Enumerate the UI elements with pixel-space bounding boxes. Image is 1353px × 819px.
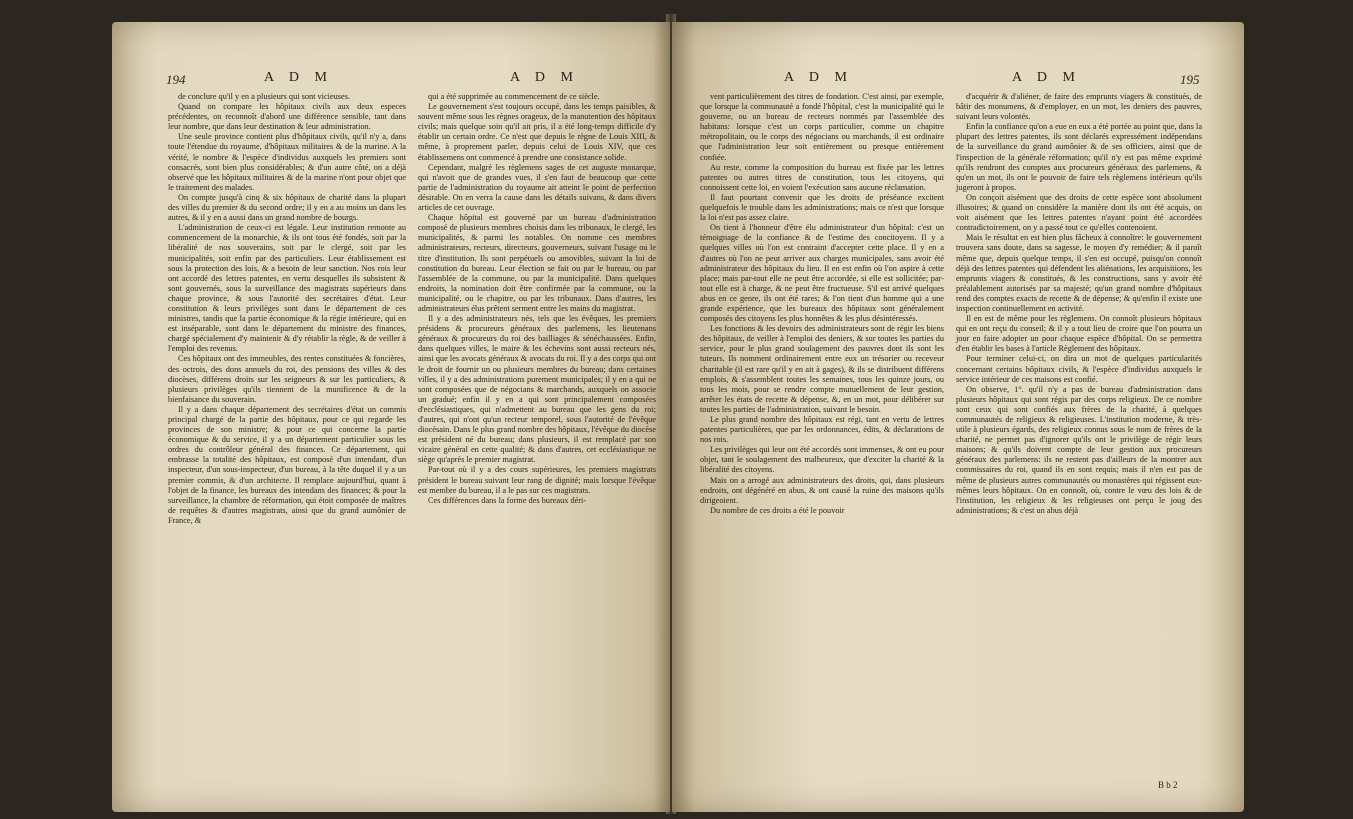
paragraph: Chaque hôpital est gouverné par un bureau d'administration composé de plusieurs membres choisis dans les tribunaux, le clergé, les municipalités, & parmi les notables. On nomme ces membres administrateurs, recteurs, directeurs, gouverneurs, suivant l'usage ou le titre d'institution. Ils sont perpétuels ou amovibles, suivant la loi de constitution du bureau. Leur élection se fait ou par le bureau, ou par l'assemblée de la commune, ou par la municipalité. Dans quelques endroits, la nomination doit être confirmée par la commune, ou la municipalité, ou le chapitre, ou par les tribunaux. Dans d'autres, les administrateurs élus prêtent serment entre les mains du magistrat.	[418, 213, 656, 313]
paragraph: Par-tout où il y a des cours supérieures, les premiers magistrats président le bureau suivant leur rang de dignité; mais lorsque l'évêque est membre du bureau, il a le pas sur ces magistrats.	[418, 465, 656, 495]
right-running-head-a: A D M	[784, 70, 853, 85]
right-page	[672, 22, 1244, 812]
paragraph: de conclure qu'il y en a plusieurs qui sont vicieuses.	[178, 92, 351, 101]
left-running-head-b: A D M	[510, 70, 579, 85]
right-column-1	[700, 92, 944, 516]
paragraph: Enfin la confiance qu'on a eue en eux a été portée au point que, dans la plupart des lettres patentes, ils sont déclarés expressément indépendans de la surveillance du grand aumônier & de ses officiers, ainsi que de l'inspection de la générale réformation; qu'il n'y est pas même exprimé qu'ils rendront des comptes aux procureurs généraux des parlemens, & qu'en un mot, ils ont le pouvoir de faire tels règlemens intérieurs qu'ils jugeront à propos.	[956, 122, 1202, 192]
paragraph: Les privilèges qui leur ont été accordés sont immenses, & ont eu pour objet, tant le soulagement des malheureux, que d'exciter la charité & la libéralité des citoyens.	[700, 445, 944, 475]
paragraph: Une seule province contient plus d'hôpitaux civils, qu'il n'y a, dans toute l'étendue du royaume, d'hôpitaux militaires & de la marine. A la vérité, le nombre & l'espèce d'individus auxquels les premiers sont consacrés, sont bien plus considérables; & d'un autre côté, on a déjà observé que les hôpitaux militaires & de la marine n'ont pour objet que le traitement des malades.	[168, 132, 406, 192]
left-column-1	[168, 92, 406, 526]
paragraph: Le gouvernement s'est toujours occupé, dans les temps paisibles, & souvent même sous les règnes orageux, de la manutention des hôpitaux civils; mais quelque soin qu'il ait pris, il a été long-temps difficile d'y établir un certain ordre. Ce n'est que depuis le règne de Louis XIII, & même, à proprement parler, depuis celui de Louis XIV, que ces établissemens ont commencé à prendre une consistance solide.	[418, 102, 656, 162]
signature-mark: B b 2	[1158, 780, 1178, 790]
paragraph: Du nombre de ces droits a été le pouvoir	[710, 505, 845, 515]
paragraph: Ces hôpitaux ont des immeubles, des rentes constituées & foncières, des octrois, des dons annuels du roi, des pensions des villes & des diocèses, différens droits sur les seigneurs & sur les particuliers, & plusieurs privilèges qu'ils tiennent de la munificence & de la bienfaisance du souverain.	[168, 354, 406, 404]
paragraph: Le plus grand nombre des hôpitaux est régi, tant en vertu de lettres patentes particulières, que par les ordonnances, édits, & déclarations de nos rois.	[700, 415, 944, 445]
left-column-2	[418, 92, 656, 506]
paragraph: Quand on compare les hôpitaux civils aux deux especes précédentes, on reconnoît d'abord une différence sensible, tant dans leur nombre, que dans leur destination & leur administration.	[168, 102, 406, 132]
left-page	[112, 22, 670, 812]
paragraph: qui a été supprimée au commencement de ce siècle.	[428, 92, 600, 101]
right-running-head-b: A D M	[1012, 70, 1081, 85]
paragraph: Il faut pourtant convenir que les droits de préséance excitent quelquefois le trouble dans les administrations; mais ce n'est que lorsque la loi n'est pas assez claire.	[700, 192, 944, 223]
right-page-number: 195	[1180, 72, 1200, 87]
paragraph: Il en est de même pour les règlemens. On connoît plusieurs hôpitaux qui en ont reçu du conseil; & il y a tout lieu de croire que l'on pourra un jour en faire adopter un pour chaque espèce d'hôpital. On se permettra d'en établir les bases à l'article Règlement des hôpitaux.	[956, 314, 1202, 354]
paragraph: Il y a des administrateurs nés, tels que les évêques, les premiers présidens & procureurs généraux des parlemens, les lieutenans généraux & procureurs du roi des bailliages & sénéchaussées. Enfin, dans quelques villes, le maire & les échevins sont aussi recteurs nés, ainsi que les avocats généraux & avocats du roi. Il y a des corps qui ont le droit de fournir un ou plusieurs membres du bureau; dans certaines villes, il y a des administrations purement municipales; il y en a qui ne sont composées que de négocians & marchands, auxquels on associe un gradué; enfin il y en a qui sont principalement composées d'ecclésiastiques, qui n'admettent au bureau que les gens du roi; d'autres, qui n'ont qu'un recteur temporel, sous l'autorité de l'évêque diocésain. Dans le plus grand nombre des hôpitaux, l'évêque du diocèse est président né du bureau; dans plusieurs, il est remplacé par son vicaire général en cette qualité; & dans d'autres, cet ecclésiastique ne siège qu'après le premier magistrat.	[418, 314, 656, 465]
paragraph: Il y a dans chaque département des secrétaires d'état un commis principal chargé de la partie des hôpitaux, pour ce qui regarde les provinces de son ministre; & pour ce qui concerne la partie économique & du service, il y a un département particulier sous les ordres du contrôleur général des finances. Ce département, qui embrasse la totalité des hôpitaux, est composé d'un intendant, d'un inspecteur, d'un sous-inspecteur, d'un bureau, à la tête duquel il y a un premier commis, & d'un architecte. Il remplace aujourd'hui, quant à l'objet de la finance, les bureaux des intendans des finances; & pour la surveillance, la chambre de réformation, qui étoit composée de maîtres de requêtes & d'autres magistrats, ainsi que du grand aumônier de France, &	[168, 404, 406, 525]
paragraph: Les fonctions & les devoirs des administrateurs sont de régir les biens des hôpitaux, de veiller à l'emploi des deniers, & sur toutes les parties du service, pour le plus grand soulagement des pauvres dont ils sont les tuteurs. Ils nomment ordinairement entre eux un trésorier ou receveur charitable (il est rare qu'il y en ait à gages), & ils se distribuent différens emplois, & s'assemblent toutes les semaines, tous les quinze jours, ou tous les mois, pour se rendre compte mutuellement de leur gestion, arrêter les états de recette & dépense, &, en un mot, pour délibérer sur toutes les parties de l'administration, suivant le besoin.	[700, 324, 944, 414]
paragraph: L'administration de ceux-ci est légale. Leur institution remonte au commencement de la monarchie, & ils ont tous été fondés, soit par la libéralité de nos souverains, soit par le clergé, soit par les municipalités, soit enfin par des particuliers. Leur établissement est sous la protection des lois, & a besoin de leur sanction. Nos rois leur ont accordé des lettres patentes, en vertu desquelles ils subsistent & sont gouvernés, sous la surveillance des magistrats supérieurs dans chaque province, & sous l'autorité des secrétaires d'état. Leur constitution & leurs privilèges sont dans le département de ces ministres, tandis que la partie économique & la régie intérieure, qui en est inséparable, sont dans le département du ministre des finances, chargé spécialement d'y maintenir & d'y rétablir la règle, & de veiller à l'emploi des revenus.	[168, 223, 406, 354]
paragraph: Au reste, comme la composition du bureau est fixée par les lettres patentes ou autres titres de constitution, tous les citoyens, qui connoissent cette loi, en voient l'exécution sans aucune réclamation.	[700, 162, 944, 192]
paragraph: Pour terminer celui-ci, on dira un mot de quelques particularités concernant certains hôpitaux civils, & l'espèce d'individus auxquels le service intérieur de ces maisons est confié.	[956, 354, 1202, 384]
paragraph: d'acquérir & d'aliéner, de faire des emprunts viagers & constitués, de bâtir des monumens, & d'employer, en un mot, les deniers des pauvres, suivant leurs volontés.	[956, 92, 1202, 122]
paragraph: Mais le résultat en est bien plus fâcheux à connoître: le gouvernement trouvera sans doute, dans sa sagesse, le moyen d'y remédier; & il paroît même que, depuis quelque temps, il s'en est occupé, puisqu'on connoît déjà des lettres patentes qui défendent les aliénations, les acquisitions, les emprunts viagers & constitués, & les constructions, sans y avoir été préalablement autorisés par sa majesté; qu'un grand nombre d'hôpitaux rend des comptes exacts de recette & de dépense; & qu'enfin il existe une inspection continuellement en activité.	[956, 233, 1202, 313]
paragraph: Cependant, malgré les règlemens sages de cet auguste monarque, qui n'avoit que de grandes vues, il s'en faut de beaucoup que cette partie de l'administration du royaume ait atteint le point de perfection désirable. On en verra la cause dans les détails suivans, & dans divers articles de cet ouvrage.	[418, 162, 656, 213]
right-column-2	[956, 92, 1202, 516]
paragraph: On compte jusqu'à cinq & six hôpitaux de charité dans la plupart des villes du premier & du second ordre; il y en a au moins un dans les autres, & il y en a aussi dans un grand nombre de bourgs.	[168, 192, 406, 223]
left-running-head-a: A D M	[264, 70, 333, 85]
left-page-number: 194	[166, 72, 186, 87]
paragraph: On tient à l'honneur d'être élu administrateur d'un hôpital: c'est un témoignage de la confiance & de l'estime des concitoyens. Il y a quelques villes où l'on est contraint d'accepter cette place. Il y en a d'autres où l'on ne peut arriver aux charges municipales, sans avoir été administrateur des hôpitaux du lieu. Il en est enfin où l'on aspire à cette place; mais par-tout elle ne peut être accordée, si elle est sollicitée; par-tout elle est à charge, & ne peut être fructueuse. S'il est arrivé quelques abus en ce genre, ils ont été rares; & l'on tient d'un homme qui a une grande expérience, que les bureaux des hôpitaux sont généralement composés des citoyens les plus honnêtes & les plus désintéressés.	[700, 223, 944, 324]
paragraph: vent particulièrement des titres de fondation. C'est ainsi, par exemple, que lorsque la communauté a fondé l'hôpital, c'est la municipalité qui le gouverne, ou un bureau de recteurs nommés par l'assemblée des habitans: lorsque c'est un corps particulier, comme un chapitre métropolitain, ou le corps des négocians ou marchands, il est ordinaire que l'administration leur soit entièrement ou presque entièrement confiée.	[700, 92, 944, 162]
paragraph: Ces différences dans la forme des bureaux déri-	[428, 495, 587, 505]
paragraph: On observe, 1°. qu'il n'y a pas de bureau d'administration dans plusieurs hôpitaux qui sont régis par des corps religieux. De ce nombre sont ceux qui sont confiés aux frères de la charité, à quelques communautés de religieux & religieuses. L'institution moderne, & très-utile à plusieurs égards, des religieux connus sous le nom de frères de la charité, ne permet pas d'ignorer qu'ils ont le privilège de régir leurs maisons; & qu'ils doivent compte de leur gestion aux procureurs généraux des parlemens: ils ne restent pas d'ailleurs de la montrer aux commissaires du roi, quand ils en sont requis; mais il n'en est pas de même de plusieurs autres communautés ou monastères qui régissent eux-mêmes leurs hôpitaux. On en connoît, où, contre le vœu des lois & de l'institution, les religieux & les religieuses ont perçu le joug des administrations; & c'est un abus déjà	[956, 384, 1202, 515]
paragraph: On conçoit aisément que des droits de cette espèce sont absolument illusoires; & quand on considère la manière dont ils ont été acquis, on voit aisément que les lettres patentes n'ayant point été accordées contradictoirement, on y a passé tout ce qu'elles contenoient.	[956, 192, 1202, 233]
paragraph: Mais on a arrogé aux administrateurs des droits, qui, dans plusieurs endroits, ont dégénéré en abus, & ont causé la ruine des maisons qu'ils dirigeoient.	[700, 475, 944, 505]
